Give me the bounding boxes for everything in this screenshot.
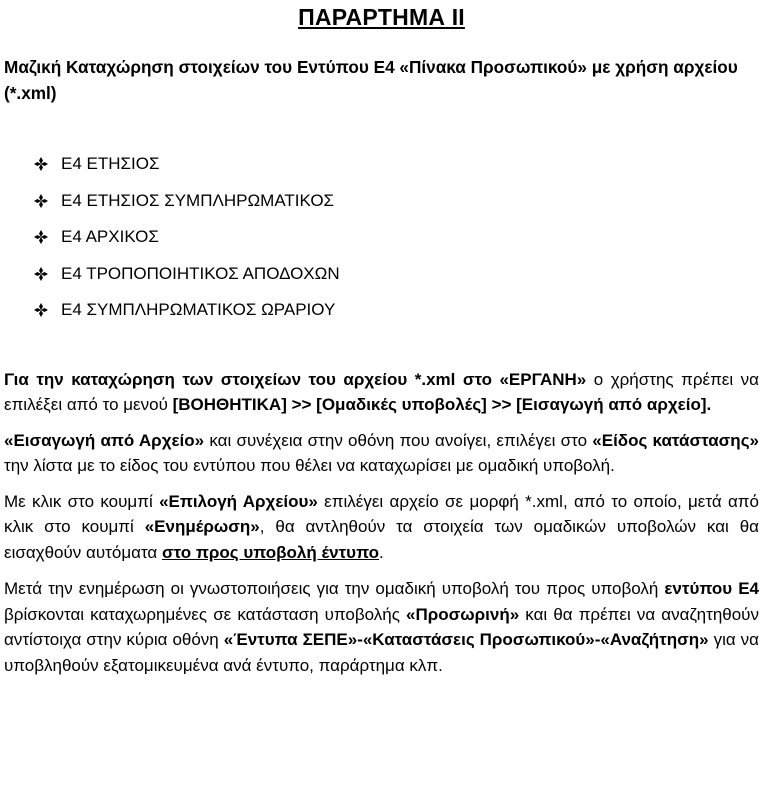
list-item-label: Ε4 ΕΤΗΣΙΟΣ — [61, 154, 160, 174]
body-text: βρίσκονται καταχωρημένες σε κατάσταση υποβολής — [4, 604, 407, 624]
paragraph-after-update — [4, 576, 759, 678]
four-diamond-bullet-icon — [34, 303, 48, 317]
underlined-bold-text: στο προς υποβολή έντυπο — [161, 542, 379, 562]
list-item — [4, 219, 759, 256]
list-item — [4, 183, 759, 220]
four-diamond-bullet-icon — [34, 230, 48, 244]
bold-text: «Προσωρινή» — [406, 604, 520, 624]
list-item — [4, 256, 759, 293]
list-item-label: Ε4 ΤΡΟΠΟΠΟΙΗΤΙΚΟΣ ΑΠΟΔΟΧΩΝ — [61, 263, 340, 283]
body-text: και θα πρέπει να αναζητηθούν αντίστοιχα στην κύρια οθόνη — [4, 604, 759, 649]
body-text: , θα αντληθούν τα στοιχεία των ομαδικών υποβολών και θα εισαχθούν αυτόματα — [4, 517, 759, 562]
bold-text: «Επιλογή Αρχείου» — [159, 491, 318, 511]
body-text: . — [379, 542, 384, 562]
bold-text: Για την καταχώρηση των στοιχείων του αρχείου *.xml στο «ΕΡΓΑΝΗ» — [4, 369, 587, 389]
body-text: ο χρήστης πρέπει να επιλέξει από το μενού — [4, 369, 759, 414]
form-type-list — [4, 146, 759, 329]
paragraph-select-file — [4, 489, 759, 566]
list-item-label: Ε4 ΣΥΜΠΛΗΡΩΜΑΤΙΚΟΣ ΩΡΑΡΙΟΥ — [61, 300, 336, 320]
body-text: για να υποβληθούν εξατομικευμένα ανά έντυπο, παράρτημα κλπ. — [4, 630, 759, 675]
menu-path-text: [ΒΟΗΘΗΤΙΚΑ] >> [Ομαδικές υποβολές] >> [Εισαγωγή από αρχείο]. — [172, 395, 712, 414]
four-diamond-bullet-icon — [34, 267, 48, 281]
body-text: Με κλικ στο κουμπί — [4, 491, 160, 511]
document-subtitle: Μαζική Καταχώρηση στοιχείων του Εντύπου Ε4 «Πίνακα Προσωπικού» με χρήση αρχείου (*.xml) — [4, 57, 738, 103]
paragraph-import-from-file — [4, 428, 759, 479]
list-item-label: Ε4 ΕΤΗΣΙΟΣ ΣΥΜΠΛΗΡΩΜΑΤΙΚΟΣ — [61, 190, 335, 210]
bold-text: «Είδος κατάστασης» — [592, 430, 759, 450]
list-item — [4, 292, 759, 329]
body-text: την λίστα με το είδος του εντύπου που θέλει να καταχωρίσει με ομαδική υποβολή. — [4, 456, 615, 475]
four-diamond-bullet-icon — [34, 157, 48, 171]
bold-text: «Ενημέρωση» — [144, 517, 260, 536]
body-text: και συνέχεια στην οθόνη που ανοίγει, επιλέγει στο — [204, 430, 593, 450]
list-item — [4, 146, 759, 183]
bold-text: «Εισαγωγή από Αρχείο» — [4, 430, 205, 450]
page-title: ΠΑΡΑΡΤΗΜΑ ΙΙ — [298, 4, 465, 30]
body-text: επιλέγει αρχείο σε μορφή *.xml, από το οποίο, μετά από κλικ στο κουμπί — [4, 491, 759, 536]
four-diamond-bullet-icon — [34, 194, 48, 208]
paragraph-menu-path — [4, 367, 759, 418]
list-item-label: Ε4 ΑΡΧΙΚΟΣ — [61, 227, 159, 247]
bold-text: εντύπου Ε4 — [664, 579, 759, 598]
bold-text: «Έντυπα ΣΕΠΕ»-«Καταστάσεις Προσωπικού»-«Αναζήτηση» — [223, 630, 709, 649]
body-text: Μετά την ενημέρωση οι γνωστοποιήσεις για την ομαδική υποβολή του προς υποβολή — [4, 579, 665, 598]
